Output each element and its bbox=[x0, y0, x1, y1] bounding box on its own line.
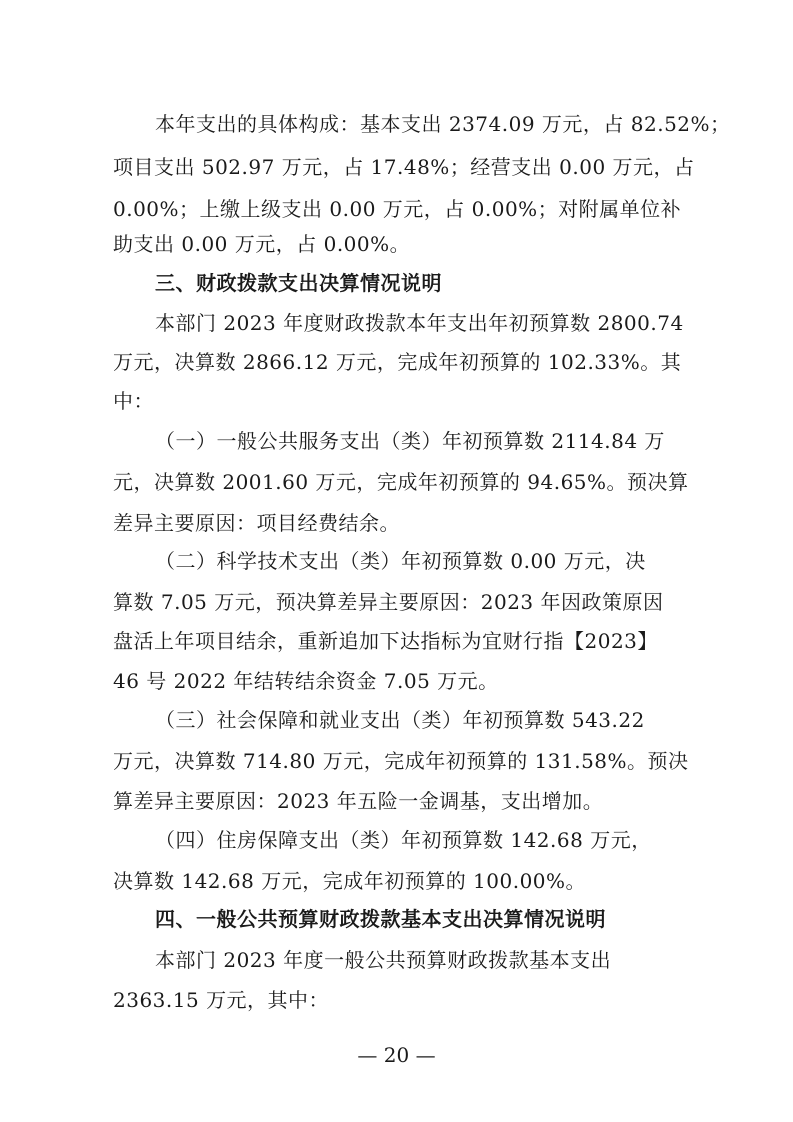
paragraph-line: （三）社会保障和就业支出（类）年初预算数 543.22 bbox=[155, 708, 645, 732]
paragraph-line: 46 号 2022 年结转结余资金 7.05 万元。 bbox=[113, 669, 499, 693]
paragraph-line: 万元，决算数 2866.12 万元，完成年初预算的 102.33%。其 bbox=[113, 350, 682, 374]
paragraph-line: （一）一般公共服务支出（类）年初预算数 2114.84 万 bbox=[155, 429, 665, 453]
paragraph-line: 盘活上年项目结余，重新追加下达指标为宜财行指【2023】 bbox=[113, 629, 658, 653]
paragraph-line: 算数 7.05 万元，预决算差异主要原因：2023 年因政策原因 bbox=[113, 590, 664, 614]
paragraph-line: 决算数 142.68 万元，完成年初预算的 100.00%。 bbox=[113, 869, 587, 893]
paragraph-line: 算差异主要原因：2023 年五险一金调基，支出增加。 bbox=[113, 789, 604, 813]
paragraph-line: （四）住房保障支出（类）年初预算数 142.68 万元， bbox=[155, 828, 652, 852]
paragraph-line: 助支出 0.00 万元，占 0.00%。 bbox=[113, 232, 411, 256]
paragraph-line: 本部门 2023 年度财政拨款本年支出年初预算数 2800.74 bbox=[155, 311, 684, 335]
paragraph-line: 元，决算数 2001.60 万元，完成年初预算的 94.65%。预决算 bbox=[113, 470, 689, 494]
paragraph-line: 本年支出的具体构成：基本支出 2374.09 万元，占 82.52%； bbox=[155, 112, 731, 136]
paragraph-line: 差异主要原因：项目经费结余。 bbox=[113, 511, 400, 535]
section-heading: 四、一般公共预算财政拨款基本支出决算情况说明 bbox=[155, 907, 606, 931]
paragraph-line: 中： bbox=[113, 389, 154, 413]
paragraph-line: 2363.15 万元，其中： bbox=[113, 988, 330, 1012]
page-number: — 20 — bbox=[357, 1043, 436, 1067]
paragraph-line: （二）科学技术支出（类）年初预算数 0.00 万元，决 bbox=[155, 549, 646, 573]
section-heading: 三、财政拨款支出决算情况说明 bbox=[155, 271, 442, 295]
paragraph-line: 项目支出 502.97 万元，占 17.48%；经营支出 0.00 万元，占 bbox=[113, 155, 695, 179]
paragraph-line: 万元，决算数 714.80 万元，完成年初预算的 131.58%。预决 bbox=[113, 749, 689, 773]
paragraph-line: 本部门 2023 年度一般公共预算财政拨款基本支出 bbox=[155, 948, 612, 972]
paragraph-line: 0.00%；上缴上级支出 0.00 万元，占 0.00%；对附属单位补 bbox=[113, 197, 682, 221]
